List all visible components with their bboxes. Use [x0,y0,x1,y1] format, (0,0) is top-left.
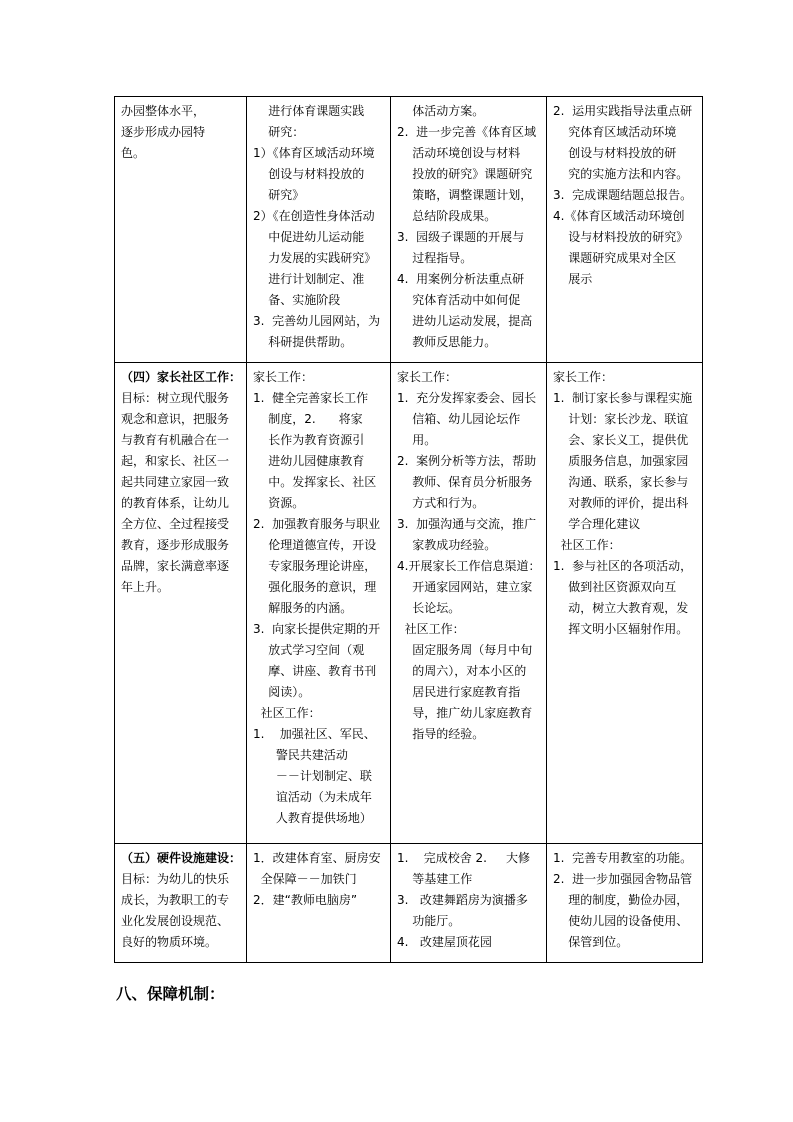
stage1-cell [247,844,391,963]
cell-line: 起共同建立家园一致 [121,475,230,489]
cell-line: 固定服务周（每月中旬 [397,643,533,657]
cell-line: 开通家园网站，建立家 [397,580,533,594]
cell-line: 1. 加强社区、军民、 [253,727,376,741]
cell-line: 社区工作： [253,706,321,720]
cell-line: 社区工作： [553,538,621,552]
cell-line: 教师、保育员分析服务 [397,475,533,489]
cell-line: 1）《体育区域活动环境 [253,146,375,160]
cell-line: 资源。 [253,496,305,510]
cell-line: 2．建“教师电脑房” [253,893,358,907]
cell-line: 放式学习空间（观 [253,643,365,657]
cell-line: 起，和家长、社区一 [121,454,230,468]
cell-line: 科研提供帮助。 [253,335,353,349]
cell-line: 进行体育课题实践 [253,104,365,118]
cell-line: 信箱、幼儿园论坛作 [397,412,521,426]
cell-line: 使幼儿园的设备使用、 [553,914,689,928]
cell-line: （五）硬件设施建设： [121,851,242,865]
cell-line: 进行计划制定、准 [253,272,365,286]
cell-line: 沟通、联系，家长参与 [553,475,689,489]
cell-line: 品牌，家长满意率逐 [121,559,230,573]
goal-cell [115,97,247,363]
cell-line: 进幼儿园健康教育 [253,454,365,468]
cell-line: 解服务的内涵。 [253,601,353,615]
cell-line: 保管到位。 [553,935,629,949]
parent-community-row [115,363,703,844]
cell-line: 体活动方案。 [397,104,485,118]
cell-line: 2. 加强教育服务与职业 [253,517,381,531]
cell-line: 1. 充分发挥家委会、园长 [397,391,537,405]
cell-line: 办园整体水平， [121,104,206,118]
cell-line: 观念和意识，把服务 [121,412,230,426]
cell-line: 理的制度，勤俭办园， [553,893,689,907]
stage3-cell [547,97,703,363]
cell-line: 创设与材料投放的研 [553,146,677,160]
cell-line: 总结阶段成果。 [397,209,497,223]
plan-table [114,96,703,963]
cell-line: 的教育体系，让幼儿 [121,496,230,510]
cell-line: 进幼儿运动发展，提高 [397,314,533,328]
cell-line: 人教育提供场地） [253,811,372,825]
cell-line: 指导的经验。 [397,727,485,741]
cell-line: 设与材料投放的研究》 [553,230,689,244]
research-row [115,97,703,363]
goal-cell [115,844,247,963]
cell-line: 研究》 [253,188,305,202]
cell-line: 专家服务理论讲座， [253,559,377,573]
cell-line: 2. 运用实践指导法重点研 [553,104,693,118]
plan-table-body [115,97,703,963]
cell-line: 学合理化建议 [553,517,641,531]
cell-line: 动，树立大教育观，发 [553,601,689,615]
stage2-cell [391,844,547,963]
cell-line: 社区工作： [397,622,465,636]
cell-line: 3. 完善幼儿园网站，为 [253,314,381,328]
cell-line: 课题研究成果对全区 [553,251,677,265]
cell-line: 功能厅。 [397,914,461,928]
cell-line: 业化发展创设规范、 [121,914,230,928]
cell-line: 2. 进一步完善《体育区域 [397,125,537,139]
cell-line: 3. 园级子课题的开展与 [397,230,525,244]
cell-line: 1. 制订家长参与课程实施 [553,391,693,405]
cell-line: 对教师的评价，提出科 [553,496,689,510]
cell-line: 成长，为教职工的专 [121,893,230,907]
cell-line: 究体育活动中如何促 [397,293,521,307]
cell-line: 1. 完善专用教室的功能。 [553,851,693,865]
cell-line: 全方位、全过程接受 [121,517,230,531]
cell-line: 1. 完成校舍 2. 大修 [397,851,531,865]
cell-line: －－计划制定、联 [253,769,372,783]
cell-line: 目标：树立现代服务 [121,391,230,405]
cell-line: 等基建工作 [397,872,473,886]
stage3-cell [547,363,703,844]
goal-cell [115,363,247,844]
cell-line: 中促进幼儿运动能 [253,230,365,244]
cell-line: 1．改建体育室、厨房安 [253,851,381,865]
cell-line: 质服务信息，加强家园 [553,454,689,468]
cell-line: 研究： [253,125,305,139]
cell-line: 家长工作： [553,370,614,384]
cell-line: 目标：为幼儿的快乐 [121,872,230,886]
cell-line: 全保障－－加铁门 [253,872,357,886]
cell-line: 逐步形成办园特 [121,125,206,139]
cell-line: 4.开展家长工作信息渠道： [397,559,541,573]
cell-line: 展示 [553,272,593,286]
cell-line: 2. 案例分析等方法，帮助 [397,454,537,468]
cell-line: 究体育区域活动环境 [553,125,677,139]
cell-line: 1. 健全完善家长工作 [253,391,369,405]
stage2-cell [391,97,547,363]
cell-line: （四）家长社区工作： [121,370,242,384]
cell-line: 会、家长义工，提供优 [553,433,689,447]
cell-line: 4.《体育区域活动环境创 [553,209,685,223]
cell-line: 4. 改建屋顶花园 [397,935,492,949]
section-heading: 八、保障机制： [116,985,225,1003]
cell-line: 力发展的实践研究》 [253,251,377,265]
cell-line: 策略，调整课题计划， [397,188,533,202]
cell-line: 中。发挥家长、社区 [253,475,377,489]
cell-line: 导，推广幼儿家庭教育 [397,706,533,720]
cell-line: 长作为教育资源引 [253,433,365,447]
cell-line: 伦理道德宣传，开设 [253,538,377,552]
cell-line: 1. 参与社区的各项活动， [553,559,693,573]
cell-line: 投放的研究》课题研究 [397,167,533,181]
cell-line: 方式和行为。 [397,496,485,510]
cell-line: 与教育有机融合在一 [121,433,230,447]
cell-line: 3. 加强沟通与交流，推广 [397,517,537,531]
cell-line: 的周六），对本小区的 [397,664,527,678]
cell-line: 创设与材料投放的 [253,167,365,181]
cell-line: 良好的物质环境。 [121,935,218,949]
stage2-cell [391,363,547,844]
cell-line: 年上升。 [121,580,170,594]
stage3-cell [547,844,703,963]
cell-line: 2. 进一步加强园舍物品管 [553,872,693,886]
cell-line: 阅读）。 [253,685,311,699]
cell-line: 长论坛。 [397,601,461,615]
cell-line: 究的实施方法和内容。 [553,167,689,181]
cell-line: 摩、讲座、教育书刊 [253,664,377,678]
cell-line: 警民共建活动 [253,748,348,762]
cell-line: 做到社区资源双向互 [553,580,677,594]
cell-line: 备、实施阶段 [253,293,341,307]
cell-line: 制度，2. 将家 [253,412,363,426]
cell-line: 计划：家长沙龙、联谊 [553,412,689,426]
cell-line: 用。 [397,433,437,447]
cell-line: 教师反思能力。 [397,335,497,349]
cell-line: 3. 改建舞蹈房为演播多 [397,893,528,907]
cell-line: 家教成功经验。 [397,538,497,552]
cell-line: 居民进行家庭教育指 [397,685,521,699]
cell-line: 家长工作： [253,370,314,384]
cell-line: 3. 完成课题结题总报告。 [553,188,693,202]
cell-line: 3. 向家长提供定期的开 [253,622,381,636]
cell-line: 谊活动（为未成年 [253,790,372,804]
cell-line: 色。 [121,146,146,160]
cell-line: 家长工作： [397,370,458,384]
cell-line: 2）《在创造性身体活动 [253,209,375,223]
cell-line: 活动环境创设与材料 [397,146,521,160]
stage1-cell [247,363,391,844]
cell-line: 挥文明小区辐射作用。 [553,622,689,636]
facilities-row [115,844,703,963]
cell-line: 4. 用案例分析法重点研 [397,272,525,286]
cell-line: 过程指导。 [397,251,473,265]
stage1-cell [247,97,391,363]
cell-line: 教育，逐步形成服务 [121,538,230,552]
cell-line: 强化服务的意识，理 [253,580,377,594]
